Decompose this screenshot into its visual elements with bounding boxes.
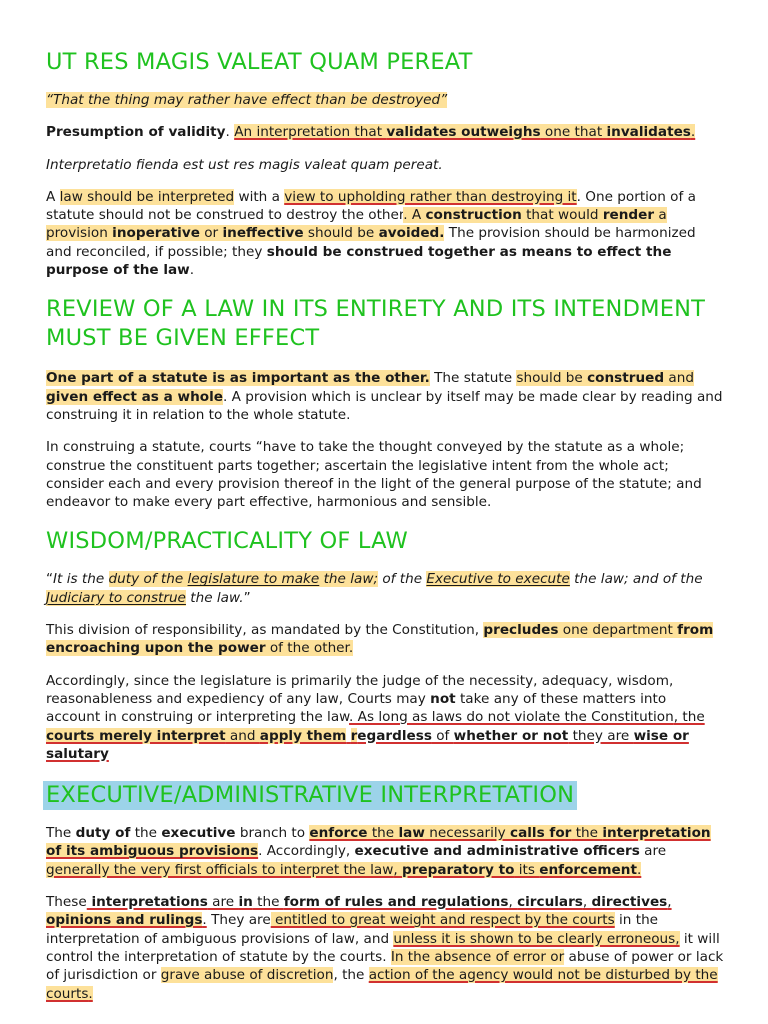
presumption-paragraph: Presumption of validity. An interpretation that validates outweighs one that invalidates. <box>46 124 696 141</box>
heading-ut-res-magis: UT RES MAGIS VALEAT QUAM PEREAT <box>46 49 473 75</box>
heading-review-of-law: REVIEW OF A LAW IN ITS ENTIRETY AND ITS INTENDMENT MUST BE GIVEN EFFECT <box>46 296 706 352</box>
accordingly-paragraph: Accordingly, since the legislature is primarily the judge of the necessity, adequacy, wisdom, reasonableness and expediency of any law, Courts may not take any of these matters into account in construing or interpreting the law. As long as laws do not violate the Constitution, the courts merely interpret and apply them regardless of whether or not they are wise or salutary <box>46 672 705 762</box>
latin-maxim: Interpretatio fienda est ust res magis valeat quam pereat. <box>46 156 443 173</box>
quote-that-the-thing: “That the thing may rather have effect than be destroyed” <box>46 92 448 108</box>
duty-quote-paragraph: “It is the duty of the legislature to make the law; of the Executive to execute the law; and of the Judiciary to construe the law.” <box>46 571 703 606</box>
these-interpretations-paragraph: These interpretations are in the form of rules and regulations, circulars, directives, opinions and rulings. They are entitled to great weight and respect by the courts in the interpretation of ambiguous provisions of law, and unless it is shown to be clearly erroneous, it will control the interpretation of statute by the courts. In the absence of error or abuse of power or lack of jurisdiction or grave abuse of discretion, the action of the agency would not be disturbed by the courts. <box>46 894 724 1002</box>
heading-executive-interpretation: EXECUTIVE/ADMINISTRATIVE INTERPRETATION <box>43 781 577 810</box>
construing-statute-paragraph: In construing a statute, courts “have to take the thought conveyed by the statute as a whole; construe the constituent parts together; ascertain the legislative intent from the whole act; consider each and every provision thereof in the light of the general purpose of the statute; and endeavor to make every part effective, harmonious and sensible. <box>46 439 702 511</box>
one-part-paragraph: One part of a statute is as important as the other. The statute should be construed and given effect as a whole. A provision which is unclear by itself may be made clear by reading and construing it in relation to the whole statute. <box>46 370 723 423</box>
construction-paragraph: A law should be interpreted with a view to upholding rather than destroying it. One portion of a statute should not be construed to destroy the other. A construction that would render a provision inoperative or ineffective should be avoided. The provision should be harmonized and reconciled, if possible; they should be construed together as means to effect the purpose of the law. <box>46 188 696 279</box>
heading-wisdom-practicality: WISDOM/PRACTICALITY OF LAW <box>46 528 408 555</box>
duty-of-executive-paragraph: The duty of the executive branch to enforce the law necessarily calls for the interpretation of its ambiguous provisions. Accordingly, executive and administrative officers are generally the very first officials to interpret the law, preparatory to its enforcement. <box>46 825 711 878</box>
division-paragraph: This division of responsibility, as mandated by the Constitution, precludes one department from encroaching upon the power of the other. <box>46 622 714 657</box>
